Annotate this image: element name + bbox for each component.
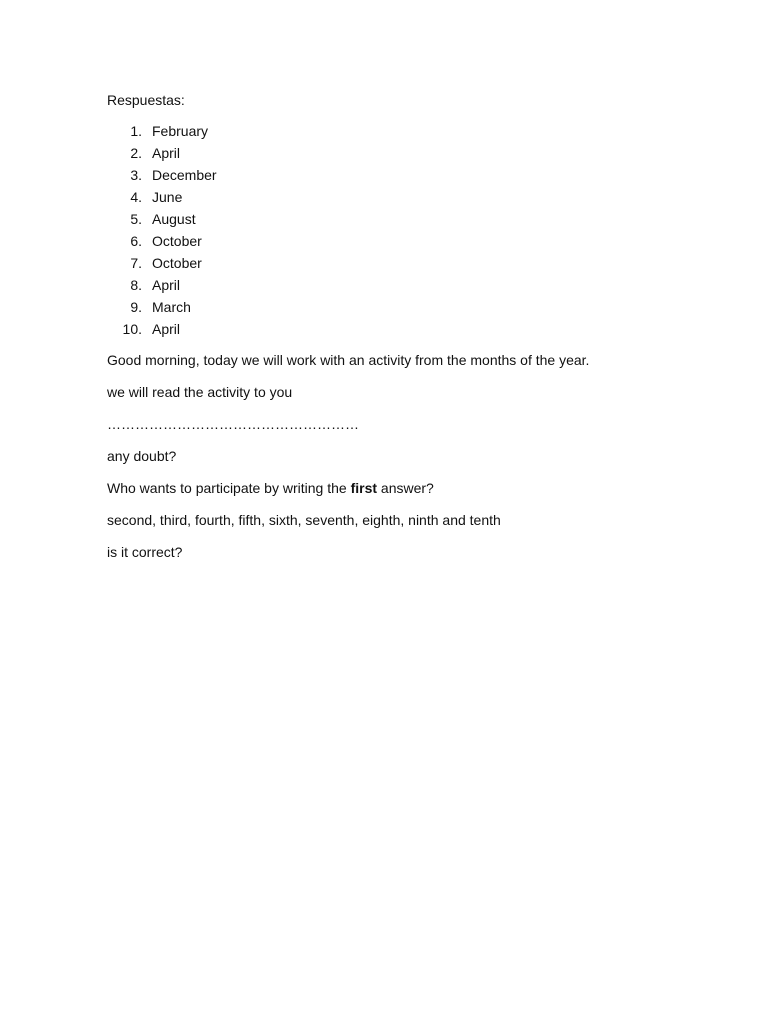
answers-heading: Respuestas: (107, 92, 185, 108)
answer-number: 3. (130, 167, 142, 183)
answer-item (107, 320, 667, 338)
doubt-paragraph: any doubt? (107, 448, 177, 464)
correct-question-paragraph: is it correct? (107, 544, 183, 560)
answer-text: December (152, 167, 217, 183)
answer-item (107, 210, 667, 232)
answer-number: 8. (130, 277, 142, 293)
read-activity-paragraph: we will read the activity to you (107, 384, 293, 400)
answers-list (107, 122, 667, 338)
dotted-separator: ……………………………………………… (107, 416, 359, 432)
answer-number: 1. (130, 123, 142, 139)
answer-item (107, 122, 667, 144)
answer-text: June (152, 189, 183, 205)
answer-text: April (152, 321, 181, 337)
answer-text: March (152, 299, 191, 315)
answer-item (107, 232, 667, 254)
ordinals-paragraph: second, third, fourth, fifth, sixth, seventh, eighth, ninth and tenth (107, 512, 501, 528)
answer-text: August (152, 211, 196, 227)
answer-item (107, 276, 667, 298)
answer-number: 6. (130, 233, 142, 249)
document-body (107, 91, 667, 561)
participate-text-start: Who wants to participate by writing the (107, 480, 351, 496)
answer-number: 10. (122, 321, 142, 337)
answer-number: 7. (130, 255, 142, 271)
participate-bold-word: first (350, 480, 378, 496)
answer-number: 9. (130, 299, 142, 315)
greeting-paragraph: Good morning, today we will work with an activity from the months of the year. (107, 352, 590, 368)
answer-number: 5. (130, 211, 142, 227)
answer-number: 4. (130, 189, 142, 205)
answer-item (107, 144, 667, 166)
answer-text: April (152, 145, 181, 161)
answer-text: February (152, 123, 209, 139)
answer-text: October (152, 233, 202, 249)
participate-paragraph (107, 479, 667, 497)
answer-item (107, 254, 667, 276)
answer-text: October (152, 255, 202, 271)
answer-item (107, 188, 667, 210)
answer-item (107, 166, 667, 188)
answer-number: 2. (130, 145, 142, 161)
answer-item (107, 298, 667, 320)
participate-text-end: answer? (377, 480, 434, 496)
answer-text: April (152, 277, 181, 293)
